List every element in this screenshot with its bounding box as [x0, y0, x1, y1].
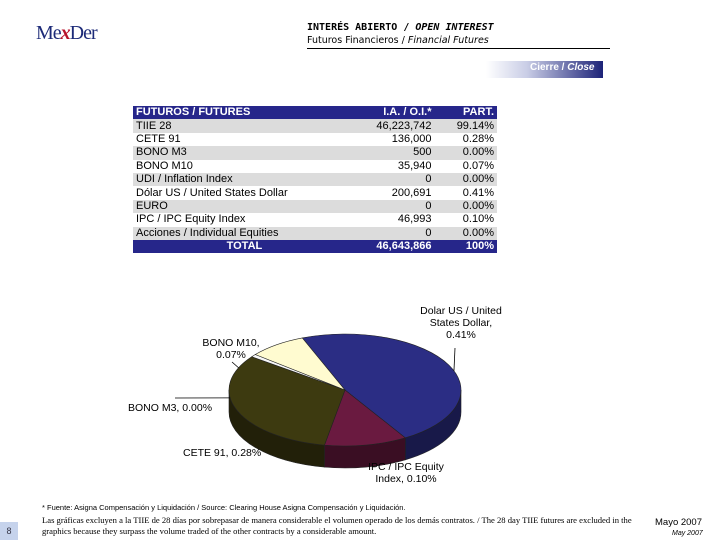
row-open-interest: 0 — [356, 200, 435, 213]
label-ipc-line2: Index, 0.10% — [375, 473, 437, 485]
label-dolar-line1: Dolar US / United — [420, 305, 502, 317]
row-open-interest: 46,223,742 — [356, 119, 435, 132]
label-bono-m10-line1: BONO M10, — [202, 337, 260, 349]
row-open-interest: 200,691 — [356, 186, 435, 199]
page-title-es: INTERÉS ABIERTO / — [307, 22, 416, 33]
exclusion-note: Las gráficas excluyen a la TIIE de 28 días por sobrepasar de manera considerable el volumen operado de los demás contratos. / The 28 day TIIE futures are excluded in the graphics because they surpass the volume traded of the other contracts by a considerable amount. — [42, 515, 632, 536]
row-part: 0.28% — [434, 133, 497, 146]
column-header-part: PART. — [434, 106, 497, 119]
row-part: 0.00% — [434, 200, 497, 213]
row-part: 99.14% — [434, 119, 497, 132]
page-subtitle-es: Futuros Financieros / — [307, 35, 408, 46]
row-open-interest: 35,940 — [356, 160, 435, 173]
row-part: 0.00% — [434, 227, 497, 240]
source-note: * Fuente: Asigna Compensación y Liquidación / Source: Clearing House Asigna Compensación y Liquidación. — [42, 503, 406, 512]
row-name: IPC / IPC Equity Index — [133, 213, 356, 226]
row-open-interest: 500 — [356, 146, 435, 159]
row-name: Acciones / Individual Equities — [133, 227, 356, 240]
logo-text-x: x — [60, 22, 70, 44]
row-open-interest: 136,000 — [356, 133, 435, 146]
row-open-interest: 46,993 — [356, 213, 435, 226]
label-bono-m3 — [128, 402, 212, 414]
date-en: May 2007 — [672, 530, 703, 537]
label-cete91-line1: CETE 91, 0.28% — [183, 447, 262, 459]
total-label: TOTAL — [133, 240, 356, 253]
leader-line-bono-m10 — [232, 362, 239, 368]
page-subtitle-en: Financial Futures — [407, 35, 489, 46]
close-tab-label-en: Close — [567, 62, 595, 73]
label-bono-m10-line2: 0.07% — [216, 349, 246, 361]
row-open-interest: 0 — [356, 173, 435, 186]
row-part: 0.41% — [434, 186, 497, 199]
row-name: UDI / Inflation Index — [133, 173, 356, 186]
row-part: 0.10% — [434, 213, 497, 226]
row-open-interest: 0 — [356, 227, 435, 240]
leader-line-dolar — [454, 348, 455, 371]
close-tab-label-es: Cierre / — [530, 62, 568, 73]
column-header-futures: FUTUROS / FUTURES — [133, 106, 356, 119]
label-dolar-line3: 0.41% — [446, 329, 476, 341]
label-dolar — [408, 305, 514, 341]
label-ipc — [360, 461, 452, 485]
row-name: EURO — [133, 200, 356, 213]
row-part: 0.07% — [434, 160, 497, 173]
row-name: CETE 91 — [133, 133, 356, 146]
row-name: Dólar US / United States Dollar — [133, 186, 356, 199]
logo-text-me: Me — [36, 22, 61, 44]
row-name: BONO M10 — [133, 160, 356, 173]
label-bono-m3-line1: BONO M3, 0.00% — [128, 402, 213, 414]
label-ipc-line1: IPC / IPC Equity — [368, 461, 444, 473]
total-open-interest: 46,643,866 — [356, 240, 435, 253]
page-title-en: OPEN INTEREST — [415, 22, 494, 33]
page-number: 8 — [0, 522, 18, 540]
date-es: Mayo 2007 — [655, 517, 703, 528]
label-bono-m10 — [196, 337, 266, 361]
row-name: BONO M3 — [133, 146, 356, 159]
row-part: 0.00% — [434, 173, 497, 186]
logo-text-der: Der — [69, 22, 97, 44]
label-cete91 — [183, 447, 261, 459]
column-header-open-interest: I.A. / O.I.* — [356, 106, 435, 119]
total-part: 100% — [434, 240, 497, 253]
row-part: 0.00% — [434, 146, 497, 159]
label-dolar-line2: States Dollar, — [429, 317, 493, 329]
row-name: TIIE 28 — [133, 119, 356, 132]
